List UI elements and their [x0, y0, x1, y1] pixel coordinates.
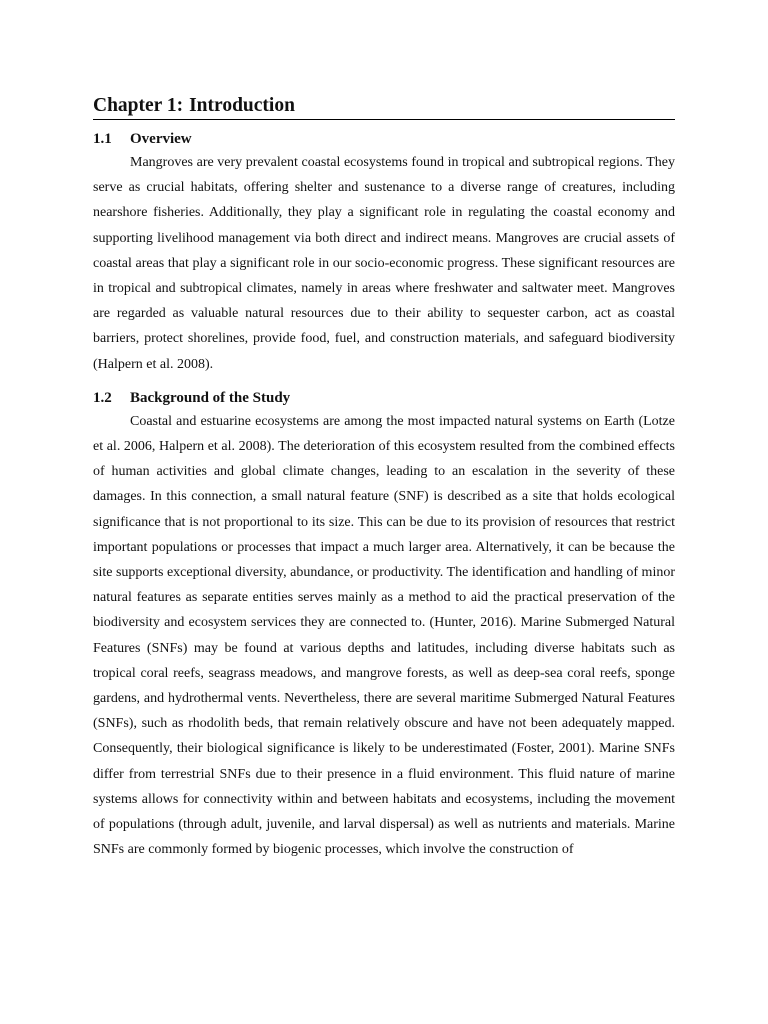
section-number: 1.1 [93, 131, 112, 147]
chapter-number: Chapter 1: [93, 95, 184, 116]
section-heading-overview [93, 128, 675, 150]
section-title: Overview [130, 131, 192, 147]
background-paragraph: Coastal and estuarine ecosystems are among the most impacted natural systems on Earth (Lotze et al. 2006, Halpern et al. 2008). The deterioration of this ecosystem resulted from the combined effects of human activities and global climate changes, leading to an escalation in the severity of these damages. In this connection, a small natural feature (SNF) is described as a site that holds ecological significance that is not proportional to its size. This can be due to its provision of resources that restrict important populations or processes that impact a much larger area. Alternatively, it can be because the site supports exceptional diversity, abundance, or productivity. The identification and handling of minor natural features as separate entities serves mainly as a method to aid the practical preservation of the biodiversity and ecosystem services they are connected to. (Hunter, 2016). Marine Submerged Natural Features (SNFs) may be found at various depths and latitudes, including diverse habitats such as tropical coral reefs, seagrass meadows, and mangrove forests, as well as deep-sea coral reefs, sponge gardens, and hydrothermal vents. Nevertheless, there are several maritime Submerged Natural Features (SNFs), such as rhodolith beds, that remain relatively obscure and have not been adequately mapped. Consequently, their biological significance is likely to be underestimated (Foster, 2001). Marine SNFs differ from terrestrial SNFs due to their presence in a fluid environment. This fluid nature of marine systems allows for connectivity within and between habitats and ecosystems, including the movement of populations (through adult, juvenile, and larval dispersal) as well as nutrients and materials. Marine SNFs are commonly formed by biogenic processes, which involve the construction of [93, 413, 675, 858]
section-heading-background [93, 387, 675, 409]
overview-paragraph: Mangroves are very prevalent coastal ecosystems found in tropical and subtropical regions. They serve as crucial habitats, offering shelter and sustenance to a diverse range of creatures, including nearshore fisheries. Additionally, they play a significant role in regulating the coastal economy and supporting livelihood management via both direct and indirect means. Mangroves are crucial assets of coastal areas that play a significant role in our socio-economic progress. These significant resources are in tropical and subtropical climates, namely in areas where freshwater and saltwater meet. Mangroves are regarded as valuable natural resources due to their ability to sequester carbon, act as coastal barriers, protect shorelines, provide food, fuel, and construction materials, and safeguard biodiversity (Halpern et al. 2008). [93, 155, 675, 372]
section-number: 1.2 [93, 389, 112, 406]
chapter-title-text: Introduction [189, 95, 295, 116]
document-page [93, 94, 675, 862]
chapter-title [93, 94, 675, 120]
section-title: Background of the Study [130, 389, 291, 406]
